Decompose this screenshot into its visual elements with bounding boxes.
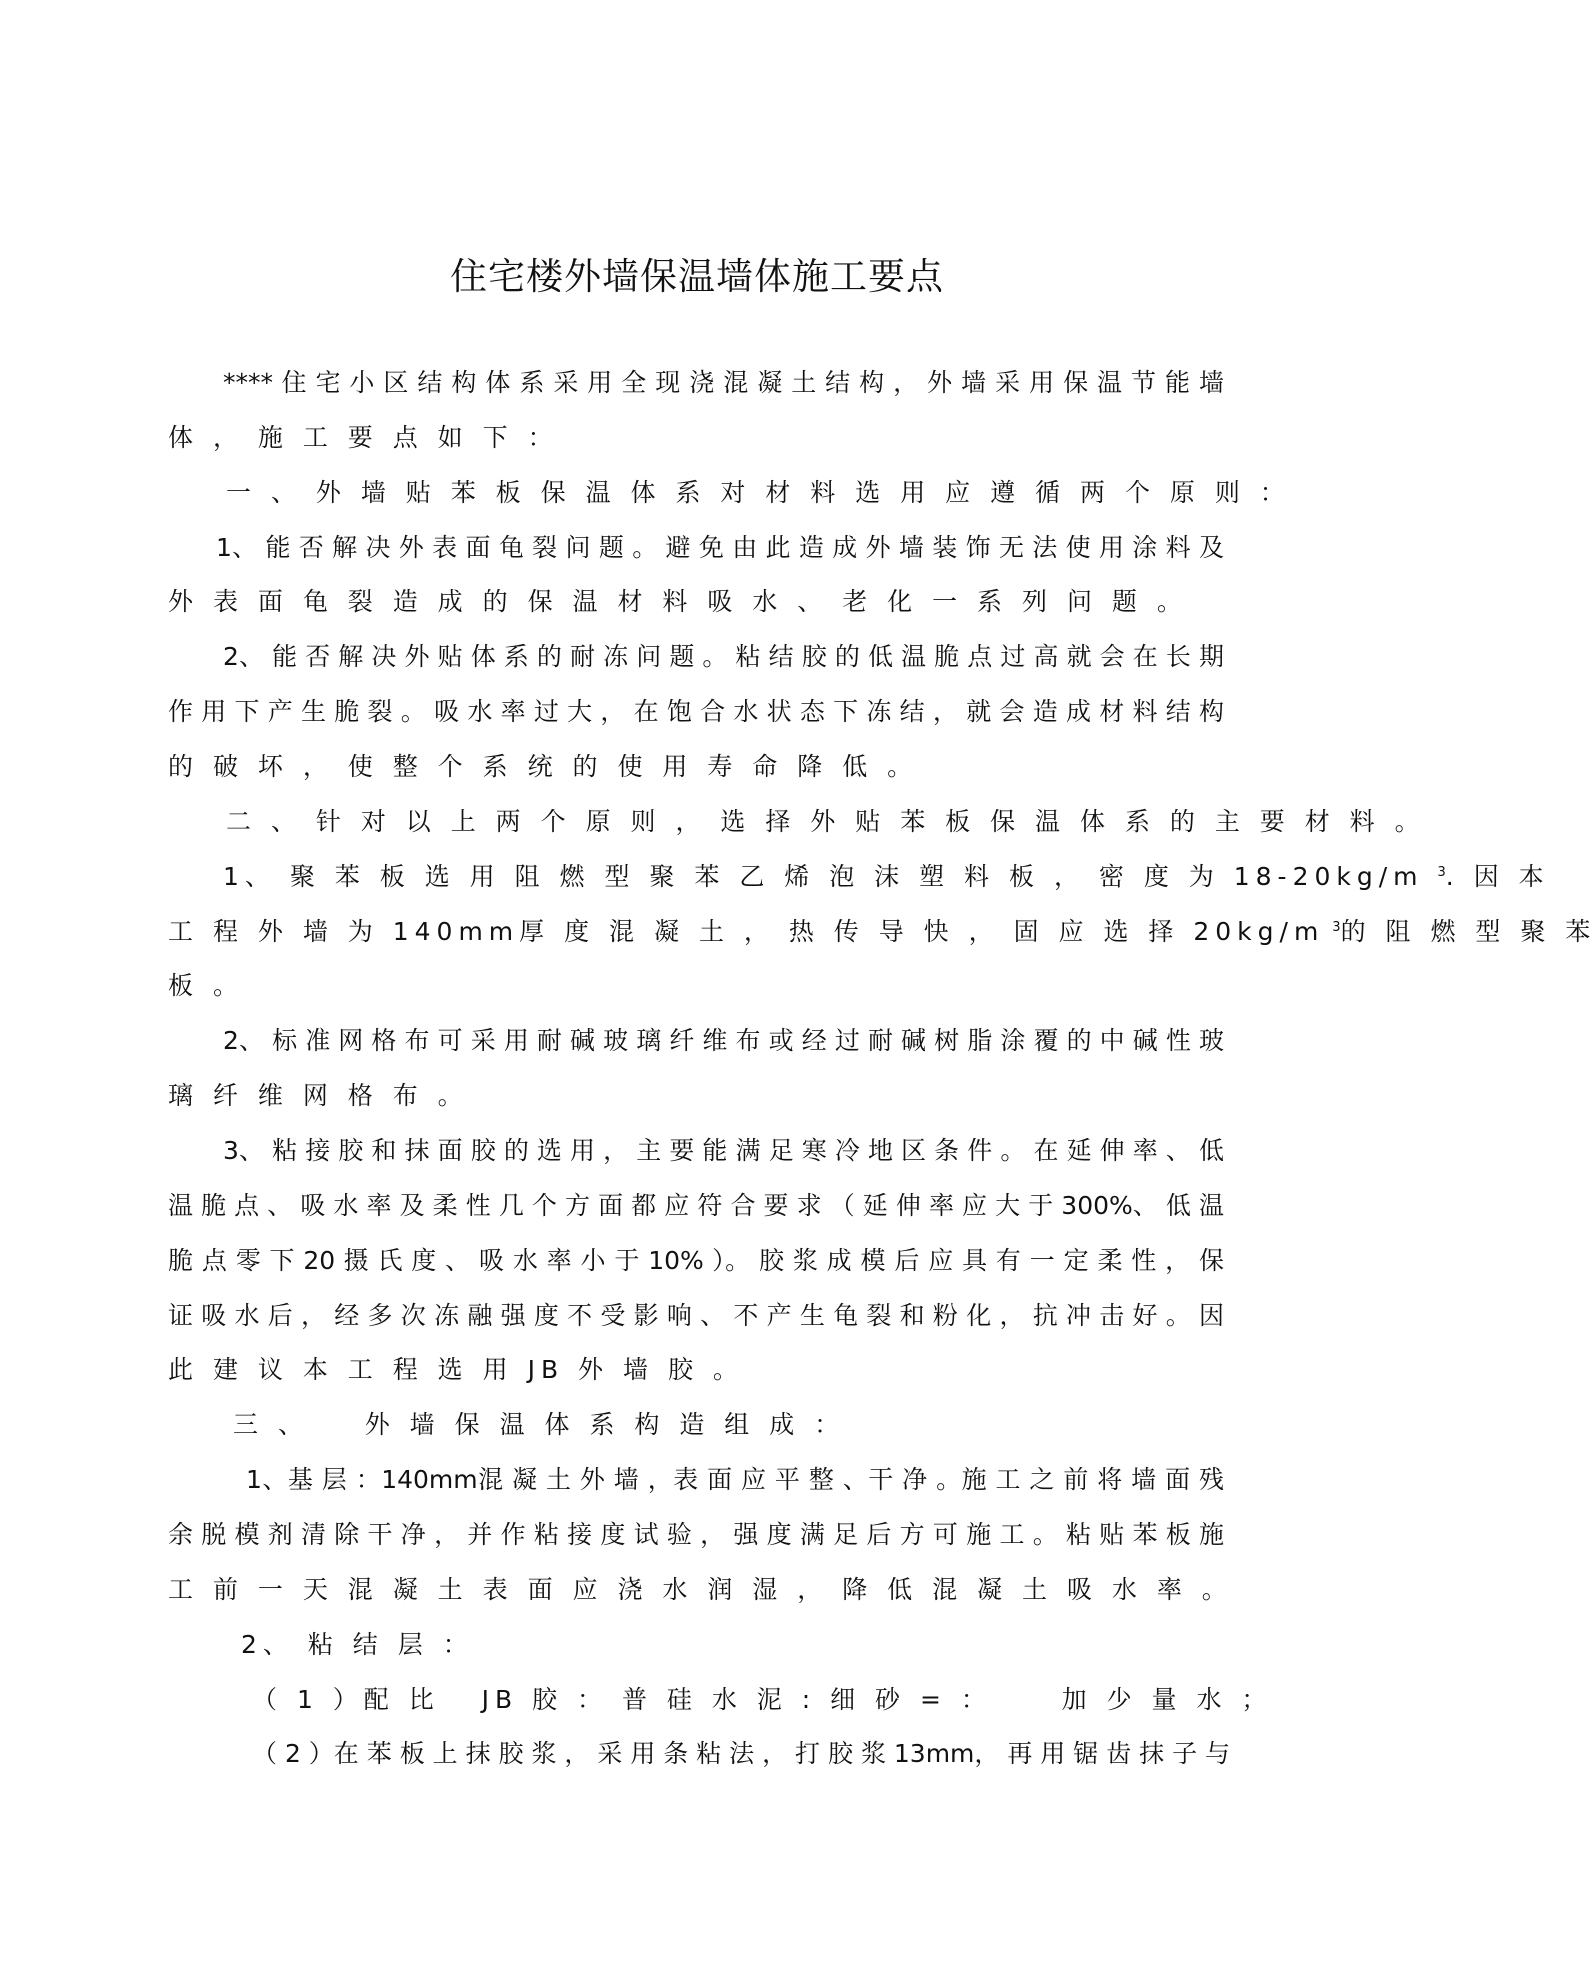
paragraph-line: 板 。	[168, 971, 244, 1000]
paragraph-line: **** 住 宅 小 区 结 构 体 系 采 用 全 现 浇 混 凝 土 结 构 ， 外 墙 采 用 保 温 节 能 墙	[223, 368, 1224, 397]
superscript-three: 3	[1332, 920, 1341, 935]
text-segment: 工 程 外 墙 为 140mm厚 度 混 凝 土 ， 热 传 导 快 ， 固 应 选 择 20kg/m	[168, 917, 1325, 946]
paragraph-line: 温 脆 点 、 吸 水 率 及 柔 性 几 个 方 面 都 应 符 合 要 求 （ 延 伸 率 应 大 于 300%、 低 温	[168, 1191, 1224, 1220]
paragraph-line: 2、 标 准 网 格 布 可 采 用 耐 碱 玻 璃 纤 维 布 或 经 过 耐 碱 树 脂 涂 覆 的 中 碱 性 玻	[223, 1026, 1224, 1055]
paragraph-line: 璃 纤 维 网 格 布 。	[168, 1081, 469, 1110]
paragraph-line: 体 ， 施 工 要 点 如 下 ：	[168, 423, 559, 452]
paragraph-line: 的 破 坏 ， 使 整 个 系 统 的 使 用 寿 命 降 低 。	[168, 752, 919, 781]
paragraph-line: （ 2 ）在 苯 板 上 抹 胶 浆 ， 采 用 条 粘 法 ， 打 胶 浆 13mm， 再 用 锯 齿 抹 子 与	[252, 1739, 1231, 1768]
paragraph-line: 3、 粘 接 胶 和 抹 面 胶 的 选 用 ， 主 要 能 满 足 寒 冷 地 区 条 件 。 在 延 伸 率 、 低	[223, 1136, 1224, 1165]
text-segment: 的 阻 燃 型 聚 苯	[1340, 917, 1596, 946]
paragraph-line: 脆 点 零 下 20 摄 氏 度 、 吸 水 率 小 于 10% ）。 胶 浆 成 模 后 应 具 有 一 定 柔 性 ， 保	[168, 1246, 1224, 1275]
paragraph-line: 工 前 一 天 混 凝 土 表 面 应 浇 水 润 湿 ， 降 低 混 凝 土 吸 水 率 。	[168, 1575, 1233, 1604]
paragraph-line: 1、 能 否 解 决 外 表 面 龟 裂 问 题 。 避 免 由 此 造 成 外 墙 装 饰 无 法 使 用 涂 料 及	[216, 533, 1224, 562]
paragraph-line: 作 用 下 产 生 脆 裂 。 吸 水 率 过 大 ， 在 饱 合 水 状 态 下 冻 结 ， 就 会 造 成 材 料 结 构	[168, 697, 1224, 726]
section-heading: 一 、 外 墙 贴 苯 板 保 温 体 系 对 材 料 选 用 应 遵 循 两 个 原 则 ：	[226, 478, 1291, 507]
paragraph-line	[168, 859, 1550, 895]
section-heading: 三 、 外 墙 保 温 体 系 构 造 组 成 ：	[233, 1410, 846, 1439]
paragraph-line	[168, 914, 1596, 950]
paragraph-line: 2、 粘 结 层 ：	[241, 1630, 474, 1659]
paragraph-line: （ 1 ）配 比 JB 胶 ： 普 硅 水 泥 : 细 砂 = ： 加 少 量 水 ；	[252, 1685, 1273, 1714]
paragraph-line: 外 表 面 龟 裂 造 成 的 保 温 材 料 吸 水 、 老 化 一 系 列 问 题 。	[168, 587, 1188, 616]
section-heading: 二 、 针 对 以 上 两 个 原 则 ， 选 择 外 贴 苯 板 保 温 体 系 的 主 要 材 料 。	[226, 807, 1426, 836]
superscript-three: 3	[1437, 865, 1446, 880]
paragraph-line: 余 脱 模 剂 清 除 干 净 ， 并 作 粘 接 度 试 验 ， 强 度 满 足 后 方 可 施 工 。 粘 贴 苯 板 施	[168, 1520, 1224, 1549]
paragraph-line: 此 建 议 本 工 程 选 用 JB 外 墙 胶 。	[168, 1355, 744, 1384]
text-segment: 1、 聚 苯 板 选 用 阻 燃 型 聚 苯 乙 烯 泡 沫 塑 料 板 ， 密 度 为 18-20kg/m	[223, 862, 1424, 891]
paragraph-line: 1、基 层 ：140mm混 凝 土 外 墙 ，表 面 应 平 整 、干 净 。施 工 之 前 将 墙 面 残	[246, 1465, 1224, 1494]
paragraph-line: 2、 能 否 解 决 外 贴 体 系 的 耐 冻 问 题 。 粘 结 胶 的 低 温 脆 点 过 高 就 会 在 长 期	[223, 642, 1224, 671]
paragraph-line: 证 吸 水 后 ， 经 多 次 冻 融 强 度 不 受 影 响 、 不 产 生 龟 裂 和 粉 化 ， 抗 冲 击 好 。 因	[168, 1301, 1224, 1330]
document-title: 住宅楼外墙保温墙体施工要点	[450, 255, 944, 298]
text-segment: . 因 本	[1445, 862, 1550, 891]
